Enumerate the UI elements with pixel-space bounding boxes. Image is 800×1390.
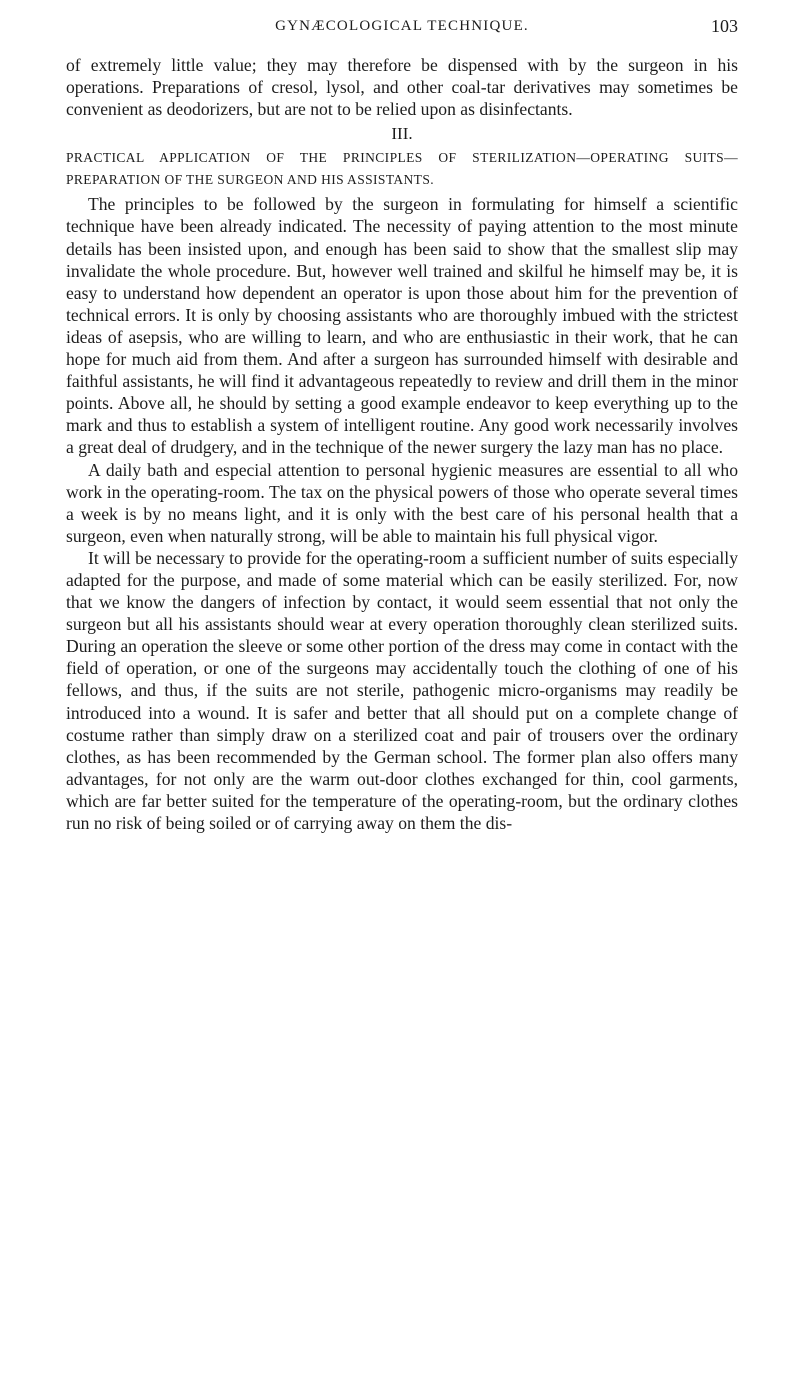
page-number: 103 <box>711 16 738 36</box>
body-text <box>66 54 738 834</box>
section-number: III. <box>391 124 413 144</box>
paragraph-hygiene: A daily bath and especial attention to personal hygienic measures are essential to all who work in the operating-room. The tax on the physical powers of those who operate several times a week is by no means light, and it is only with the best care of his personal health that a surgeon, even when naturally strong, will be able to maintain his full physical vigor. <box>66 459 738 546</box>
running-title: GYNÆCOLOGICAL TECHNIQUE. <box>275 18 529 34</box>
section-heading: PRACTICAL APPLICATION OF THE PRINCIPLES OF STERILIZATION—OPERATING SUITS—PREPARATION OF THE SURGEON AND HIS ASSISTANTS. <box>66 150 738 188</box>
paragraph-continued: of extremely little value; they may therefore be dispensed with by the surgeon in his operations. Preparations of cresol, lysol, and other coal-tar derivatives may sometimes be convenient as deodorizers, but are not to be relied upon as disinfectants. <box>66 55 738 120</box>
running-head <box>66 18 738 42</box>
paragraph-principles: The principles to be followed by the surgeon in formulating for himself a scientific technique have been already indicated. The necessity of paying attention to the most minute details has been insisted upon, and enough has been said to show that the smallest slip may invalidate the whole procedure. But, however well trained and skilful he himself may be, it is easy to understand how dependent an operator is upon those about him for the prevention of technical errors. It is only by choosing assistants who are thoroughly imbued with the strictest ideas of asepsis, who are willing to learn, and who are enthusiastic in their work, that he can hope for much aid from them. And after a surgeon has surrounded himself with desirable and faithful assistants, he will find it advantageous repeatedly to review and drill them in the minor points. Above all, he should by setting a good example endeavor to keep everything up to the mark and thus to establish a system of intelligent routine. Any good work necessarily involves a great deal of drudgery, and in the technique of the newer surgery the lazy man has no place. <box>66 194 738 458</box>
paragraph-operating-suits: It will be necessary to provide for the operating-room a sufficient number of suits especially adapted for the purpose, and made of some material which can be easily sterilized. For, now that we know the dangers of infection by contact, it would seem essential that not only the surgeon but all his assistants should wear at every operation thoroughly clean sterilized suits. During an operation the sleeve or some other portion of the dress may come in contact with the field of operation, or one of the surgeons may accidentally touch the clothing of one of his fellows, and thus, if the suits are not sterile, pathogenic micro-organisms may readily be introduced into a wound. It is safer and better that all should put on a complete change of costume rather than simply draw on a sterilized coat and pair of trousers over the ordinary clothes, as has been recommended by the German school. The former plan also offers many advantages, for not only are the warm out-door clothes exchanged for thin, cool garments, which are far better suited for the temperature of the operating-room, but the ordinary clothes run no risk of being soiled or of carrying away on them the dis- <box>66 547 738 833</box>
